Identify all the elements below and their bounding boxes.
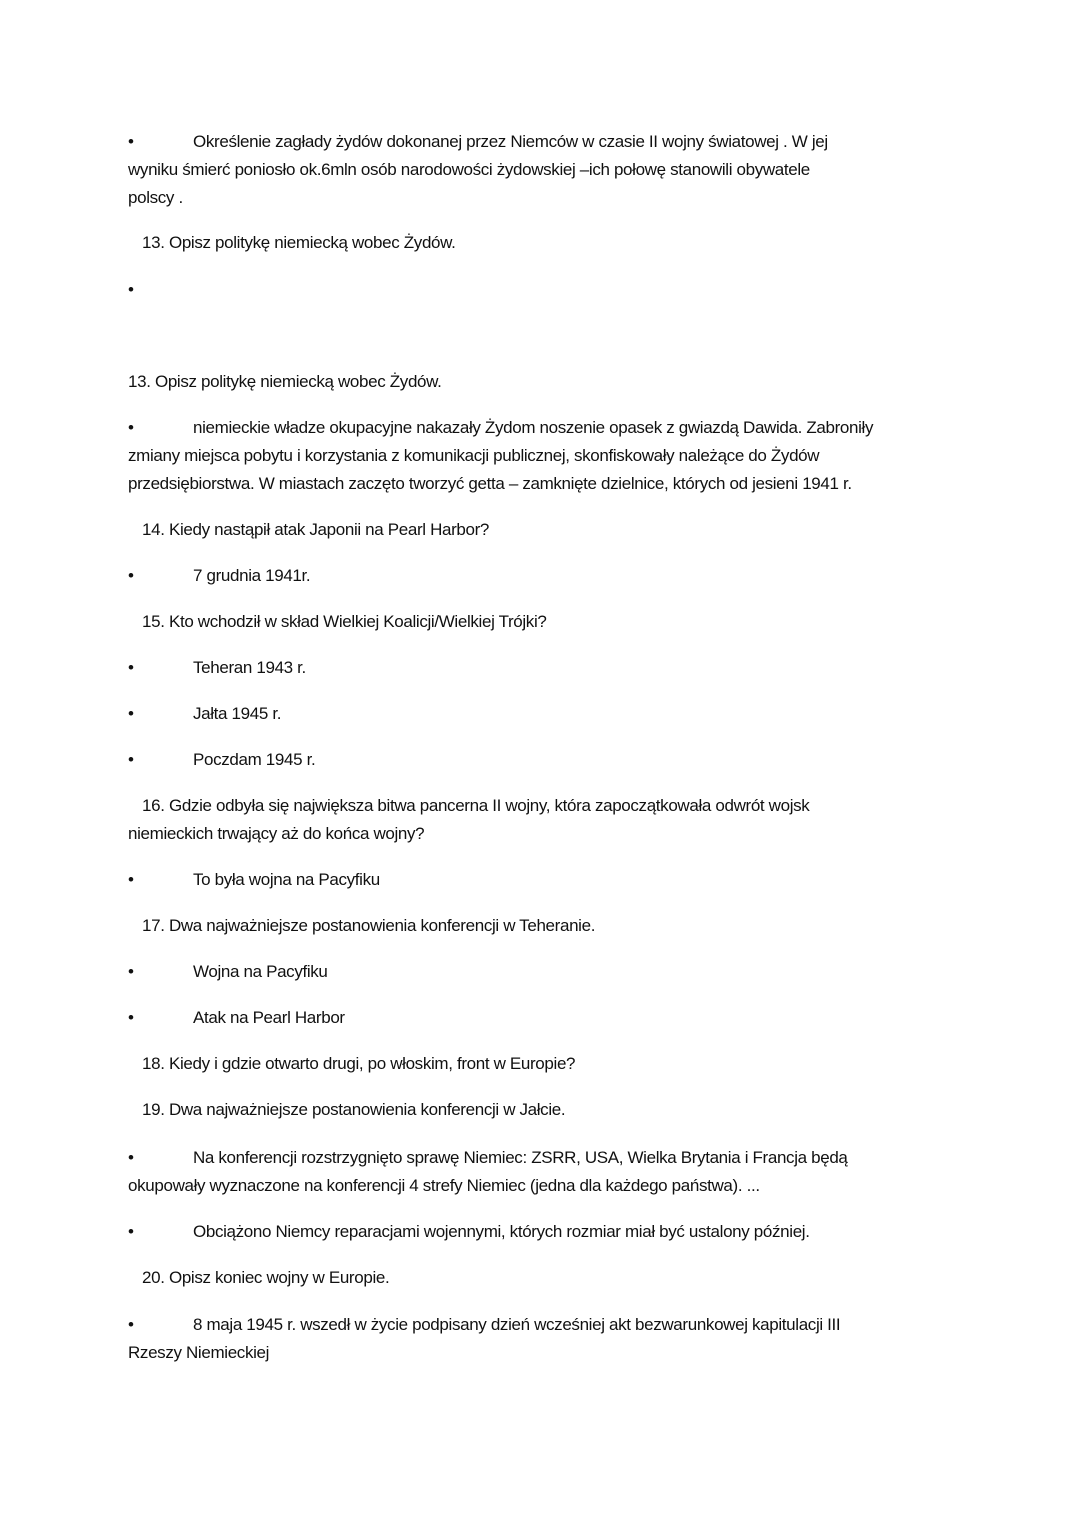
bullet-icon: • [128,704,134,723]
answer-text: Teheran 1943 r. [193,658,306,677]
question-text: 13. Opisz politykę niemiecką wobec Żydów. [128,372,442,391]
answer-text: przedsiębiorstwa. W miastach zaczęto tworzyć getta – zamknięte dzielnice, których od jesieni 1941 r. [128,474,852,493]
question-text: niemieckich trwający aż do końca wojny? [128,824,425,843]
answer-text: 7 grudnia 1941r. [193,566,311,585]
question-text: 15. Kto wchodził w skład Wielkiej Koalicji/Wielkiej Trójki? [142,612,547,631]
bullet-icon: • [128,1008,134,1027]
question-text: 20. Opisz koniec wojny w Europie. [142,1268,390,1287]
answer-text: wyniku śmierć poniosło ok.6mln osób narodowości żydowskiej –ich połowę stanowili obywatele [128,160,810,179]
bullet-icon: • [128,1222,134,1241]
answer-text: zmiany miejsca pobytu i korzystania z komunikacji publicznej, skonfiskowały należące do Żydów [128,446,820,465]
bullet-icon: • [128,418,134,437]
answer-text: polscy . [128,188,183,207]
question-text: 19. Dwa najważniejsze postanowienia konferencji w Jałcie. [142,1100,566,1119]
bullet-icon: • [128,566,134,585]
answer-text: Poczdam 1945 r. [193,750,316,769]
bullet-icon: • [128,870,134,889]
bullet-icon: • [128,658,134,677]
answer-text: Wojna na Pacyfiku [193,962,328,981]
bullet-icon: • [128,132,134,151]
question-text: 17. Dwa najważniejsze postanowienia konferencji w Teheranie. [142,916,596,935]
bullet-icon: • [128,280,134,299]
question-text: 13. Opisz politykę niemiecką wobec Żydów. [142,233,456,252]
question-text: 14. Kiedy nastąpił atak Japonii na Pearl Harbor? [142,520,490,539]
bullet-icon: • [128,1315,134,1334]
answer-text: okupowały wyznaczone na konferencji 4 strefy Niemiec (jedna dla każdego państwa). ... [128,1176,760,1195]
answer-text: Na konferencji rozstrzygnięto sprawę Niemiec: ZSRR, USA, Wielka Brytania i Francja będą [193,1148,848,1167]
bullet-icon: • [128,962,134,981]
answer-text: 8 maja 1945 r. wszedł w życie podpisany dzień wcześniej akt bezwarunkowej kapitulacji III [193,1315,841,1334]
bullet-icon: • [128,1148,134,1167]
question-text: 18. Kiedy i gdzie otwarto drugi, po włoskim, front w Europie? [142,1054,576,1073]
answer-text: Jałta 1945 r. [193,704,282,723]
answer-text: To była wojna na Pacyfiku [193,870,380,889]
answer-text: Określenie zagłady żydów dokonanej przez Niemców w czasie II wojny światowej . W jej [193,132,828,151]
question-text: 16. Gdzie odbyła się największa bitwa pancerna II wojny, która zapoczątkowała odwrót wojsk [142,796,810,815]
answer-text: Atak na Pearl Harbor [193,1008,345,1027]
answer-text: niemieckie władze okupacyjne nakazały Żydom noszenie opasek z gwiazdą Dawida. Zabroniły [193,418,874,437]
answer-text: Rzeszy Niemieckiej [128,1343,270,1362]
answer-text: Obciążono Niemcy reparacjami wojennymi, których rozmiar miał być ustalony później. [193,1222,810,1241]
bullet-icon: • [128,750,134,769]
